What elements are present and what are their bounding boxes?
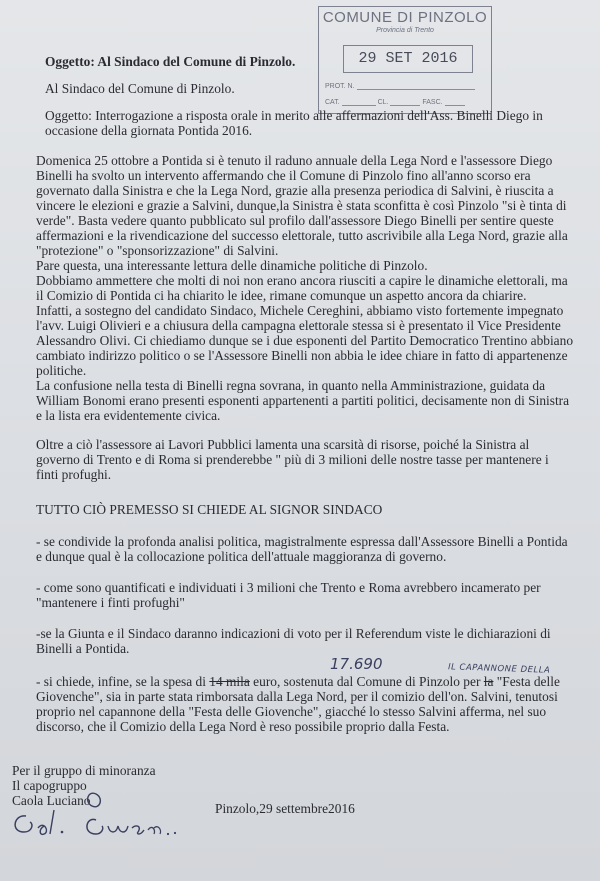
signature-role: Il capogruppo bbox=[12, 778, 87, 793]
stamp-cl-label: CL. bbox=[377, 99, 389, 106]
stamp-prot-row bbox=[325, 81, 485, 90]
question-4-line: Giovenche", sia in parte stata rimborsata dalla Lega Nord, per il comizio dell'on. Salvini, tenutosi bbox=[36, 689, 558, 704]
question-1-line: - se condivide la profonda analisi politica, magistralmente espressa dall'Assessore Binelli a Pontida bbox=[36, 534, 568, 549]
question-4-mid: euro, sostenuta dal Comune di Pinzolo per bbox=[249, 674, 484, 689]
handwritten-amount: 17.690 bbox=[330, 655, 383, 673]
p1-line: Alessandro Olivi. Ci chiediamo dunque se i due esponenti del Partito Democratico Trentino abbiano bbox=[36, 333, 574, 348]
stamp-date: 29 SET 2016 bbox=[343, 45, 473, 73]
p1-line: cambiato indirizzo politico o se l'Assessore Binelli non abbia le idee chiare in fatto di appartenenze bbox=[36, 348, 568, 363]
question-4-suffix: "Festa delle bbox=[493, 674, 560, 689]
p1-line: governato dalla Sinistra e che la Lega Nord, grazie alla presenza periodica di Salvini, è riuscita a bbox=[36, 183, 554, 198]
addressee: Al Sindaco del Comune di Pinzolo. bbox=[45, 81, 235, 96]
signature-group: Per il gruppo di minoranza bbox=[12, 763, 156, 778]
stamp-subtitle: Provincia di Trento bbox=[376, 27, 434, 34]
question-3-line: -se la Giunta e il Sindaco daranno indicazioni di voto per il Referendum viste le dichiarazioni di bbox=[36, 626, 551, 641]
p1-line: politiche. bbox=[36, 363, 87, 378]
p1-line: "protezione" o "sponsorizzazione" di Salvini. bbox=[36, 243, 279, 258]
p1-line: affermazioni e la rivendicazione del successo elettorale, tutto ascrivibile alla Lega Nord, grazie alla bbox=[36, 228, 568, 243]
p1-line: e la lista era evidentemente civica. bbox=[36, 408, 221, 423]
p1-line: l'avv. Luigi Olivieri e a chiusura della campagna elettorale stessa si è presentato il Vice Presidente bbox=[36, 318, 561, 333]
question-4-line: proprio nel capannone della "Festa delle Giovenche", giacché lo stesso Salvini afferma, nel suo bbox=[36, 704, 547, 719]
municipal-stamp bbox=[318, 6, 492, 114]
p1-line: verde". Basta vedere quanto pubblicato sul profilo dall'assessore Diego Binelli per sentire queste bbox=[36, 213, 554, 228]
question-4-line-1 bbox=[36, 674, 560, 689]
place-date: Pinzolo,29 settembre2016 bbox=[215, 801, 355, 816]
question-4-struck-article: la bbox=[483, 674, 494, 689]
question-3-line: Binelli a Pontida. bbox=[36, 641, 130, 656]
p2-line: Oltre a ciò l'assessore ai Lavori Pubblici lamenta una scarsità di risorse, poiché la Sinistra al bbox=[36, 437, 530, 452]
question-2-line: - come sono quantificati e individuati i 3 milioni che Trento e Roma avrebbero incamerato per bbox=[36, 580, 541, 595]
question-4-prefix: - si chiede, infine, se la spesa di bbox=[36, 674, 210, 689]
p2-line: governo di Trento e di Roma si prenderebbe " più di 3 milioni delle nostre tasse per mantenere i bbox=[36, 452, 549, 467]
question-4-struck-amount: 14 mila bbox=[209, 674, 250, 689]
signature-name: Caola Luciano bbox=[12, 793, 91, 808]
subject-line-1: Oggetto: Interrogazione a risposta orale in merito alle affermazioni dell'Ass. Binelli Diego in bbox=[45, 108, 543, 123]
stamp-cat-row bbox=[325, 97, 485, 106]
stamp-title: COMUNE DI PINZOLO bbox=[322, 9, 488, 26]
p1-line: La confusione nella testa di Binelli regna sovrana, in quanto nella Amministrazione, guidata da bbox=[36, 378, 546, 393]
question-1-line: e dunque qual è la collocazione politica dell'attuale maggioranza di governo. bbox=[36, 549, 447, 564]
stamp-fasc-label: FASC. bbox=[422, 99, 443, 106]
p2-line: finti profughi. bbox=[36, 467, 112, 482]
p1-line: Binelli ha svolto un intervento affermando che il Comune di Pinzolo fino all'anno scorso era bbox=[36, 168, 531, 183]
stamp-prot-label: PROT. N. bbox=[325, 83, 355, 90]
p1-line: vincere le elezioni e grazie a Salvini, dunque,la Sinistra è stata sconfitta è così Pinzolo "si è tinta di bbox=[36, 198, 567, 213]
premise-heading: TUTTO CIÒ PREMESSO SI CHIEDE AL SIGNOR SINDACO bbox=[36, 502, 383, 517]
subject-line-2: occasione della giornata Pontida 2016. bbox=[45, 123, 253, 138]
p1-line: Dobbiamo ammettere che molti di noi non erano ancora riusciti a capire le dinamiche elettorali, ma bbox=[36, 273, 568, 288]
p1-line: Domenica 25 ottobre a Pontida si è tenuto il raduno annuale della Lega Nord e l'assessore Diego bbox=[36, 153, 553, 168]
question-2-line: "mantenere i finti profughi" bbox=[36, 595, 185, 610]
handwritten-insert: IL CAPANNONE DELLA bbox=[447, 662, 551, 676]
handwritten-signature bbox=[4, 780, 204, 850]
subject-heading: Oggetto: Al Sindaco del Comune di Pinzolo. bbox=[45, 54, 296, 69]
p1-line: William Bonomi erano presenti esponenti appartenenti a partiti politici, decisamente non di Sinistra bbox=[36, 393, 570, 408]
question-4-line: discorso, che il Comizio della Lega Nord è reso possibile proprio dalla Festa. bbox=[36, 719, 450, 734]
p1-line: Infatti, a sostegno del candidato Sindaco, Michele Cereghini, abbiamo visto fortemente impegnato bbox=[36, 303, 564, 318]
stamp-cat-label: CAT. bbox=[325, 99, 340, 106]
p1-line: il Comizio di Pontida ci ha chiarito le idee, rimane comunque un aspetto ancora da chiarire. bbox=[36, 288, 527, 303]
p1-line: Pare questa, una interessante lettura delle dinamiche politiche di Pinzolo. bbox=[36, 258, 428, 273]
